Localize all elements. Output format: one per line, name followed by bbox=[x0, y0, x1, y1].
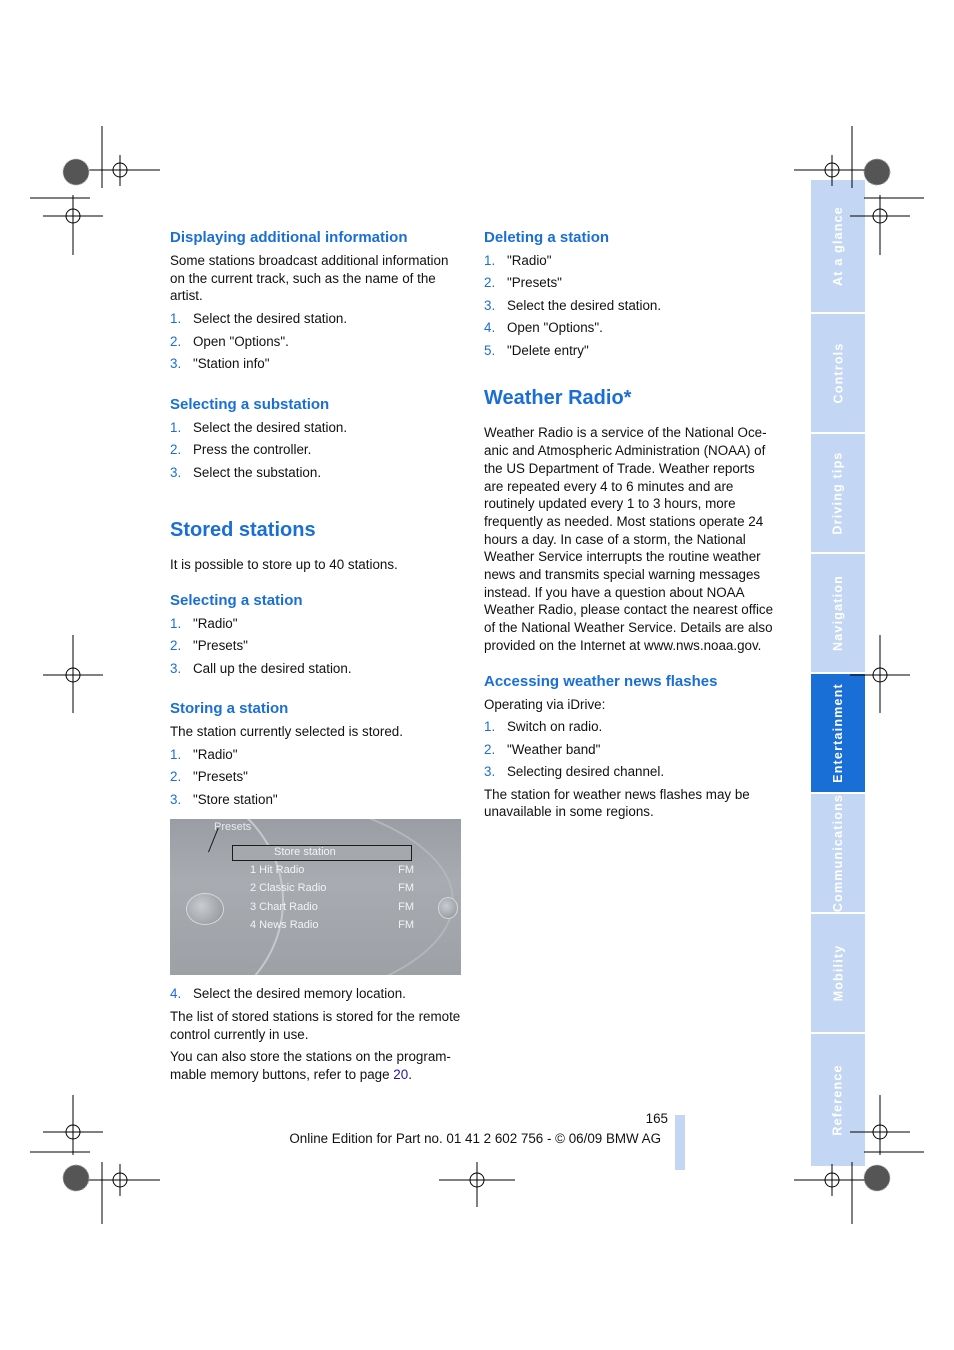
section-intro: The station currently selected is stored. bbox=[170, 724, 403, 740]
page-number: 165 bbox=[645, 1111, 668, 1126]
preset-row: 3 Chart Radio FM bbox=[250, 901, 414, 914]
list-item: 3. Selecting desired channel. bbox=[484, 764, 665, 780]
section-heading: Selecting a substation bbox=[170, 395, 330, 413]
list-item: 1. Select the desired station. bbox=[170, 311, 348, 327]
list-item: 3. Call up the desired station. bbox=[170, 660, 352, 676]
list-item: 3. Select the desired station. bbox=[484, 297, 662, 313]
tab-entertainment[interactable]: Entertainment bbox=[811, 674, 865, 792]
footer-copyright: Online Edition for Part no. 01 41 2 602 756 - © 06/09 BMW AG bbox=[289, 1131, 661, 1146]
list-item: 3. "Station info" bbox=[170, 356, 270, 372]
note-paragraph: You can also store the stations on the program-mable memory buttons, refer to page 20. bbox=[170, 1049, 451, 1082]
section-heading: Displaying additional information bbox=[170, 229, 408, 246]
tab-navigation[interactable]: Navigation bbox=[811, 554, 865, 672]
list-item: 5. "Delete entry" bbox=[484, 342, 589, 358]
preset-row: 2 Classic Radio FM bbox=[250, 882, 414, 895]
list-item: 2. "Presets" bbox=[484, 275, 562, 291]
page-link[interactable]: 20 bbox=[393, 1066, 409, 1082]
color-dial-marks bbox=[63, 159, 890, 1191]
selected-row-label: Store station bbox=[274, 846, 336, 859]
tab-reference[interactable]: Reference bbox=[811, 1034, 865, 1166]
section-heading: Storing a station bbox=[170, 700, 289, 718]
preset-row: 1 Hit Radio FM bbox=[250, 864, 414, 877]
list-item: 3. "Store station" bbox=[170, 791, 278, 807]
list-item: 1. "Radio" bbox=[170, 615, 238, 631]
preset-row: 4 News Radio FM bbox=[250, 919, 414, 932]
tab-at-a-glance[interactable]: At a glance bbox=[811, 180, 865, 312]
section-intro: Operating via iDrive: bbox=[484, 696, 606, 712]
screen-title: Presets bbox=[214, 821, 252, 834]
tab-mobility[interactable]: Mobility bbox=[811, 914, 865, 1032]
note-paragraph: The list of stored stations is stored for the remote control currently in use. bbox=[170, 1008, 461, 1042]
section-heading: Accessing weather news flashes bbox=[484, 672, 718, 690]
section-heading: Selecting a station bbox=[170, 591, 303, 609]
chapter-heading: Stored stations bbox=[170, 519, 316, 542]
section-intro: Some stations broadcast additional information on the current track, such as the name of the artist. bbox=[170, 253, 449, 304]
section-intro: It is possible to store up to 40 stations. bbox=[170, 557, 398, 573]
list-item: 2. "Presets" bbox=[170, 769, 248, 785]
list-item: 3. Select the substation. bbox=[170, 464, 322, 480]
list-item: 2. Press the controller. bbox=[170, 442, 312, 458]
list-item: 2. "Presets" bbox=[170, 638, 248, 654]
tab-communications[interactable]: Communications bbox=[811, 794, 865, 912]
tab-driving-tips[interactable]: Driving tips bbox=[811, 434, 865, 552]
list-item: 2. "Weather band" bbox=[484, 741, 601, 757]
list-item: 1. Switch on radio. bbox=[484, 719, 603, 735]
list-item: 4. Open "Options". bbox=[484, 320, 603, 336]
list-item: 1. "Radio" bbox=[484, 253, 552, 268]
tab-controls[interactable]: Controls bbox=[811, 314, 865, 432]
list-item: 1. Select the desired station. bbox=[170, 419, 348, 435]
list-item: 4. Select the desired memory location. bbox=[170, 986, 406, 1002]
list-item: 1. "Radio" bbox=[170, 746, 238, 762]
list-item: 2. Open "Options". bbox=[170, 333, 289, 349]
note-paragraph: The station for weather news flashes may be unavailable in some regions. bbox=[484, 786, 750, 820]
section-heading: Deleting a station bbox=[484, 229, 610, 246]
body-paragraph: Weather Radio is a service of the National Oce-anic and Atmospheric Administration (NOAA) of the US Department of Trade. Weather reports are repeated every 4 to 6 minutes and are routinely updated every 1 to 3 hours, more frequently as needed. Most stations operate 24 hours a day. In case of a storm, the National Weather Service interrupts the routine weather news and transmits special warning messages instead. If you have a question about NOAA Weather Radio, please contact the nearest office of the National Weather Service. Details are also provided on the Internet at www.nws.noaa.gov. bbox=[484, 425, 774, 653]
chapter-heading: Weather Radio* bbox=[484, 387, 632, 410]
